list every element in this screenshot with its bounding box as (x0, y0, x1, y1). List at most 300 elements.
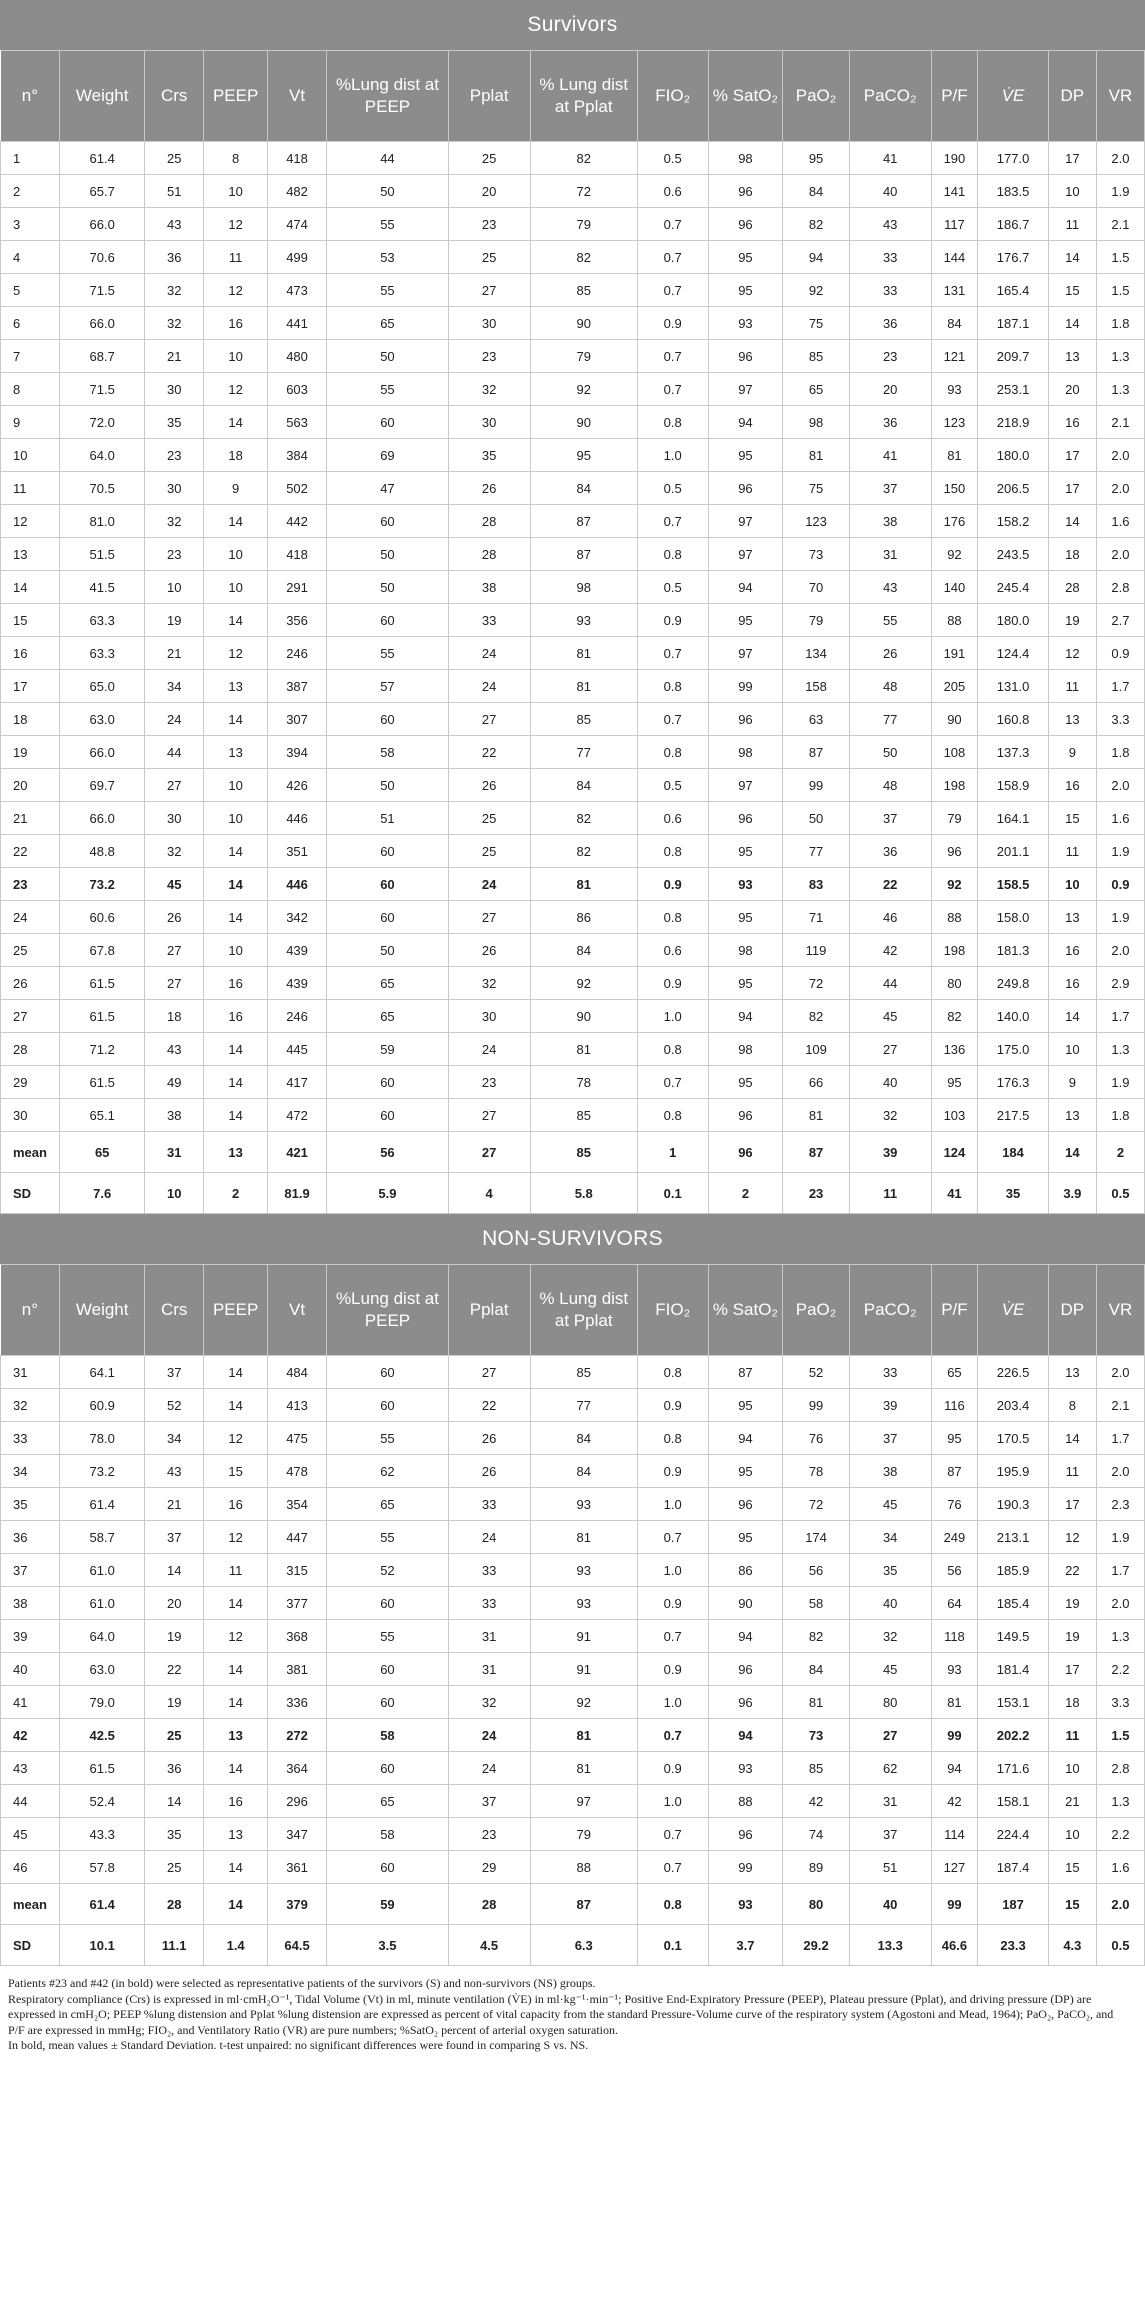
table-cell: 24 (145, 703, 204, 736)
table-cell: 28 (1, 1033, 60, 1066)
table-cell: 64.0 (60, 439, 145, 472)
table-cell: 81 (783, 1686, 849, 1719)
table-cell: 81 (530, 1033, 637, 1066)
table-cell: 82 (530, 241, 637, 274)
table-cell: 30 (448, 1000, 530, 1033)
table-cell: 418 (267, 538, 326, 571)
table-row (1, 1356, 1145, 1389)
table-row (1, 1422, 1145, 1455)
table-cell: 0.5 (637, 769, 708, 802)
table-cell: 32 (448, 373, 530, 406)
table-cell: 66.0 (60, 802, 145, 835)
table-cell: 2.0 (1096, 142, 1144, 175)
table-cell: 3 (1, 208, 60, 241)
table-cell: 45 (145, 868, 204, 901)
table-cell: 28 (145, 1884, 204, 1925)
table-cell: 22 (145, 1653, 204, 1686)
table-cell: 1.7 (1096, 670, 1144, 703)
table-cell: 1.6 (1096, 505, 1144, 538)
table-cell: 94 (783, 241, 849, 274)
table-row (1, 1066, 1145, 1099)
table-cell: 88 (931, 901, 978, 934)
table-row (1, 175, 1145, 208)
table-cell: 40 (849, 175, 931, 208)
table-cell: 99 (931, 1884, 978, 1925)
table-cell: 2 (1096, 1132, 1144, 1173)
table-cell: 24 (448, 670, 530, 703)
table-cell: 45 (849, 1488, 931, 1521)
table-cell: 95 (708, 1521, 783, 1554)
table-cell: 1.3 (1096, 1620, 1144, 1653)
table-cell: 13 (1048, 340, 1096, 373)
table-cell: 60 (327, 406, 448, 439)
table-cell: 25 (145, 1719, 204, 1752)
table-cell: 64.1 (60, 1356, 145, 1389)
table-cell: 81.9 (267, 1173, 326, 1214)
table-cell: 26 (145, 901, 204, 934)
table-cell: 14 (204, 1099, 268, 1132)
table-cell: 55 (849, 604, 931, 637)
table-cell: 61.0 (60, 1554, 145, 1587)
table-cell: 37 (145, 1356, 204, 1389)
table-row (1, 1000, 1145, 1033)
table-row (1, 1620, 1145, 1653)
table-row (1, 1554, 1145, 1587)
table-cell: 23 (849, 340, 931, 373)
table-cell: 60 (327, 1356, 448, 1389)
table-cell: 116 (931, 1389, 978, 1422)
table-cell: 81 (530, 637, 637, 670)
table-cell: 3.3 (1096, 1686, 1144, 1719)
table-cell: 2.0 (1096, 769, 1144, 802)
table-cell: 52.4 (60, 1785, 145, 1818)
table-cell: 22 (448, 736, 530, 769)
table-row (1, 802, 1145, 835)
table-cell: 58 (327, 1818, 448, 1851)
table-cell: 114 (931, 1818, 978, 1851)
table-cell: 368 (267, 1620, 326, 1653)
table-cell: 0.7 (637, 505, 708, 538)
table-cell: 58 (327, 736, 448, 769)
table-cell: 75 (783, 307, 849, 340)
table-cell: 41.5 (60, 571, 145, 604)
table-cell: 175.0 (978, 1033, 1049, 1066)
table-cell: 12 (204, 373, 268, 406)
table-cell: 71.5 (60, 373, 145, 406)
table-cell: 1.9 (1096, 175, 1144, 208)
table-cell: 58 (327, 1719, 448, 1752)
table-cell: 41 (931, 1173, 978, 1214)
table-cell: 19 (145, 1620, 204, 1653)
table-cell: 205 (931, 670, 978, 703)
table-cell: 60 (327, 1851, 448, 1884)
table-row (1, 538, 1145, 571)
table-cell: 23 (448, 340, 530, 373)
table-cell: 94 (708, 1719, 783, 1752)
table-cell: 124.4 (978, 637, 1049, 670)
table-cell: 1.6 (1096, 1851, 1144, 1884)
table-cell: 30 (145, 472, 204, 505)
table-cell: 56 (783, 1554, 849, 1587)
table-cell: 65 (60, 1132, 145, 1173)
table-cell: 0.9 (637, 604, 708, 637)
table-cell: mean (1, 1884, 60, 1925)
table-cell: 153.1 (978, 1686, 1049, 1719)
table-cell: 17 (1048, 142, 1096, 175)
table-cell: 184 (978, 1132, 1049, 1173)
table-row (1, 1389, 1145, 1422)
table-cell: 39 (849, 1132, 931, 1173)
table-cell: 79 (783, 604, 849, 637)
table-cell: 0.7 (637, 1620, 708, 1653)
table-cell: 63.3 (60, 637, 145, 670)
table-cell: 42 (783, 1785, 849, 1818)
table-row (1, 1752, 1145, 1785)
table-cell: 140.0 (978, 1000, 1049, 1033)
table-cell: 0.7 (637, 703, 708, 736)
table-cell: 198 (931, 769, 978, 802)
table-cell: 123 (931, 406, 978, 439)
table-cell: 1.5 (1096, 241, 1144, 274)
table-cell: 10 (1048, 868, 1096, 901)
table-cell: 12 (1, 505, 60, 538)
table-cell: 131.0 (978, 670, 1049, 703)
table-cell: 81.0 (60, 505, 145, 538)
table-cell: 0.8 (637, 670, 708, 703)
table-cell: 149.5 (978, 1620, 1049, 1653)
table-cell: 0.8 (637, 835, 708, 868)
table-cell: 67.8 (60, 934, 145, 967)
table-cell: 37 (849, 1422, 931, 1455)
table-cell: 5.9 (327, 1173, 448, 1214)
table-cell: 24 (448, 637, 530, 670)
table-cell: 87 (931, 1455, 978, 1488)
table-cell: 65 (327, 307, 448, 340)
table-cell: 60 (327, 703, 448, 736)
table-cell: 36 (1, 1521, 60, 1554)
table-cell: 60 (327, 604, 448, 637)
table-cell: 65 (783, 373, 849, 406)
table-cell: 55 (327, 373, 448, 406)
table-cell: 121 (931, 340, 978, 373)
table-cell: 0.7 (637, 1521, 708, 1554)
table-cell: 73 (783, 1719, 849, 1752)
table-cell: 0.5 (637, 142, 708, 175)
table-cell: 72.0 (60, 406, 145, 439)
table-cell: 60 (327, 901, 448, 934)
table-row (1, 736, 1145, 769)
table-cell: 1.7 (1096, 1422, 1144, 1455)
table-cell: 21 (145, 1488, 204, 1521)
table-row (1, 1653, 1145, 1686)
table-cell: 347 (267, 1818, 326, 1851)
table-cell: 1 (637, 1132, 708, 1173)
table-cell: 10 (204, 769, 268, 802)
table-cell: 66.0 (60, 208, 145, 241)
table-cell: 0.9 (637, 1752, 708, 1785)
table-cell: 484 (267, 1356, 326, 1389)
table-cell: 23 (448, 208, 530, 241)
table-cell: 2.8 (1096, 571, 1144, 604)
table-cell: 59 (327, 1884, 448, 1925)
table-row (1, 670, 1145, 703)
table-cell: 51 (849, 1851, 931, 1884)
table-cell: 23 (1, 868, 60, 901)
table-cell: 1.3 (1096, 340, 1144, 373)
table-cell: 43 (145, 1033, 204, 1066)
table-cell: 73.2 (60, 1455, 145, 1488)
table-cell: 90 (530, 406, 637, 439)
table-cell: 499 (267, 241, 326, 274)
table-cell: 95 (708, 901, 783, 934)
table-cell: 387 (267, 670, 326, 703)
table-cell: 97 (530, 1785, 637, 1818)
table-cell: 99 (931, 1719, 978, 1752)
table-cell: 92 (931, 538, 978, 571)
table-cell: 31 (849, 1785, 931, 1818)
table-cell: 38 (1, 1587, 60, 1620)
table-cell: 10 (204, 175, 268, 208)
table-cell: 24 (448, 1521, 530, 1554)
table-cell: 181.4 (978, 1653, 1049, 1686)
table-cell: 82 (783, 1620, 849, 1653)
table-cell: 72 (530, 175, 637, 208)
table-cell: 16 (1048, 769, 1096, 802)
table-cell: 60 (327, 868, 448, 901)
table-cell: 1.4 (204, 1925, 268, 1966)
table-cell: 34 (1, 1455, 60, 1488)
table-cell: 96 (708, 208, 783, 241)
table-cell: 11 (849, 1173, 931, 1214)
table-cell: 0.9 (637, 1653, 708, 1686)
table-cell: 176.7 (978, 241, 1049, 274)
table-cell: 15 (1048, 802, 1096, 835)
table-cell: 480 (267, 340, 326, 373)
table-cell: 185.4 (978, 1587, 1049, 1620)
table-cell: 158.1 (978, 1785, 1049, 1818)
table-cell: 2.1 (1096, 406, 1144, 439)
table-cell: 27 (145, 967, 204, 1000)
table-cell: 45 (1, 1818, 60, 1851)
table-cell: 1.8 (1096, 307, 1144, 340)
table-cell: 103 (931, 1099, 978, 1132)
table-cell: 0.7 (637, 340, 708, 373)
table-cell: 85 (530, 703, 637, 736)
table-cell: 17 (1048, 1488, 1096, 1521)
mean-row (1, 1884, 1145, 1925)
table-cell: 3.7 (708, 1925, 783, 1966)
table-cell: 34 (849, 1521, 931, 1554)
table-cell: 187.4 (978, 1851, 1049, 1884)
column-header: Pplat (448, 51, 530, 142)
table-cell: 1.8 (1096, 1099, 1144, 1132)
table-cell: 19 (1048, 604, 1096, 637)
table-cell: 11.1 (145, 1925, 204, 1966)
table-cell: 14 (204, 901, 268, 934)
table-cell: 0.8 (637, 1422, 708, 1455)
table-cell: 81 (530, 1521, 637, 1554)
table-cell: 32 (145, 505, 204, 538)
column-header: PEEP (204, 1265, 268, 1356)
table-cell: 52 (145, 1389, 204, 1422)
table-cell: 97 (708, 538, 783, 571)
table-cell: 39 (1, 1620, 60, 1653)
table-cell: 0.5 (637, 472, 708, 505)
table-cell: 20 (849, 373, 931, 406)
table-cell: 36 (145, 1752, 204, 1785)
table-cell: 1.0 (637, 1000, 708, 1033)
table-cell: 76 (783, 1422, 849, 1455)
table-cell: 2.0 (1096, 439, 1144, 472)
table-cell: 65.1 (60, 1099, 145, 1132)
column-header: PaO₂ (783, 51, 849, 142)
table-cell: 19 (1, 736, 60, 769)
table-cell: 7.6 (60, 1173, 145, 1214)
table-cell: 94 (708, 406, 783, 439)
table-cell: 1.5 (1096, 1719, 1144, 1752)
table-cell: 2.0 (1096, 1884, 1144, 1925)
table-cell: 0.9 (1096, 637, 1144, 670)
table-cell: 418 (267, 142, 326, 175)
table-cell: 58.7 (60, 1521, 145, 1554)
table-cell: 25 (145, 142, 204, 175)
table-cell: 9 (204, 472, 268, 505)
table-cell: 27 (145, 934, 204, 967)
table-cell: 26 (849, 637, 931, 670)
table-cell: 65 (327, 1000, 448, 1033)
table-cell: 14 (204, 835, 268, 868)
table-cell: 87 (783, 1132, 849, 1173)
table-cell: 8 (1048, 1389, 1096, 1422)
table-cell: 88 (708, 1785, 783, 1818)
table-cell: 13 (1048, 1356, 1096, 1389)
table-cell: 2.0 (1096, 538, 1144, 571)
table-cell: 13 (204, 736, 268, 769)
table-cell: 44 (145, 736, 204, 769)
table-cell: 98 (708, 736, 783, 769)
table-cell: 26 (1, 967, 60, 1000)
table-cell: 38 (849, 505, 931, 538)
table-cell: 14 (204, 1884, 268, 1925)
table-cell: 61.5 (60, 1752, 145, 1785)
table-cell: 0.7 (637, 1719, 708, 1752)
table-cell: 46 (1, 1851, 60, 1884)
table-row (1, 1455, 1145, 1488)
table-cell: 96 (708, 703, 783, 736)
table-cell: 32 (1, 1389, 60, 1422)
table-cell: 41 (1, 1686, 60, 1719)
column-header: n° (1, 1265, 60, 1356)
table-cell: 1.0 (637, 1554, 708, 1587)
table-cell: 93 (708, 868, 783, 901)
table-cell: 96 (708, 1132, 783, 1173)
table-cell: 55 (327, 637, 448, 670)
table-cell: 50 (327, 571, 448, 604)
table-cell: 209.7 (978, 340, 1049, 373)
nonsurvivors-title: NON-SURVIVORS (0, 1214, 1145, 1264)
table-cell: 0.7 (637, 1818, 708, 1851)
table-cell: 2.1 (1096, 208, 1144, 241)
table-cell: 72 (783, 967, 849, 1000)
table-cell: 71.2 (60, 1033, 145, 1066)
table-cell: 95 (708, 274, 783, 307)
table-cell: 13 (1048, 1099, 1096, 1132)
table-cell: 88 (931, 604, 978, 637)
column-header: Vt (267, 51, 326, 142)
table-row (1, 571, 1145, 604)
table-cell: 158.9 (978, 769, 1049, 802)
table-cell: 55 (327, 1620, 448, 1653)
nonsurvivors-section (0, 1214, 1145, 1966)
column-header: VR (1096, 51, 1144, 142)
table-row (1, 703, 1145, 736)
table-row (1, 1818, 1145, 1851)
table-cell: 65 (931, 1356, 978, 1389)
table-cell: 51.5 (60, 538, 145, 571)
table-cell: 15 (1, 604, 60, 637)
table-cell: 98 (708, 934, 783, 967)
table-cell: 0.7 (637, 373, 708, 406)
table-cell: 61.5 (60, 1066, 145, 1099)
table-cell: 12 (204, 274, 268, 307)
table-cell: 2.8 (1096, 1752, 1144, 1785)
table-cell: 50 (849, 736, 931, 769)
table-cell: 0.9 (637, 307, 708, 340)
column-header: VR (1096, 1265, 1144, 1356)
footnote-units: Respiratory compliance (Crs) is expressed in ml·cmH₂O⁻¹, Tidal Volume (Vt) in ml, minute ventilation (V̇E) in ml·kg⁻¹·min⁻¹; Positive End-Expiratory Pressure (PEEP), Plateau pressure (Pplat), and driving pressure (DP) are expressed in cmH₂O; PEEP %lung distension and Pplat %lung distension are expressed as percent of vital capacity from the standard Pressure-Volume curve of the respiratory system (Agostoni and Mead, 1964); PaO₂, PaCO₂, and P/F are expressed in mmHg; FIO₂, and Ventilatory Ratio (VR) are pure numbers; %SatO₂ percent of arterial oxygen saturation. (8, 1991, 1114, 2037)
table-cell: 91 (530, 1653, 637, 1686)
table-cell: 97 (708, 373, 783, 406)
table-cell: 0.7 (637, 1066, 708, 1099)
table-cell: 18 (1048, 1686, 1096, 1719)
table-row (1, 241, 1145, 274)
table-cell: 224.4 (978, 1818, 1049, 1851)
table-cell: 81 (530, 1719, 637, 1752)
table-cell: 60 (327, 835, 448, 868)
table-cell: 136 (931, 1033, 978, 1066)
table-cell: 91 (530, 1620, 637, 1653)
table-cell: 90 (530, 1000, 637, 1033)
table-cell: 37 (849, 1818, 931, 1851)
table-cell: 218.9 (978, 406, 1049, 439)
table-cell: 84 (783, 1653, 849, 1686)
table-row (1, 1587, 1145, 1620)
table-cell: 13.3 (849, 1925, 931, 1966)
table-cell: 20 (448, 175, 530, 208)
table-cell: 33 (849, 1356, 931, 1389)
table-cell: 203.4 (978, 1389, 1049, 1422)
table-cell: 21 (145, 637, 204, 670)
table-cell: 13 (1048, 901, 1096, 934)
table-cell: 43 (849, 208, 931, 241)
table-cell: 117 (931, 208, 978, 241)
table-cell: 86 (708, 1554, 783, 1587)
table-row (1, 1785, 1145, 1818)
table-cell: 94 (708, 1422, 783, 1455)
column-header: %Lung dist at PEEP (327, 1265, 448, 1356)
table-cell: 19 (145, 604, 204, 637)
column-header: Pplat (448, 1265, 530, 1356)
table-cell: 82 (931, 1000, 978, 1033)
table-cell: 0.9 (637, 868, 708, 901)
table-cell: 12 (204, 1422, 268, 1455)
table-cell: 93 (708, 1752, 783, 1785)
table-cell: 96 (708, 340, 783, 373)
table-cell: 33 (448, 1554, 530, 1587)
table-cell: 96 (708, 1099, 783, 1132)
table-cell: 249.8 (978, 967, 1049, 1000)
table-cell: 26 (448, 472, 530, 505)
